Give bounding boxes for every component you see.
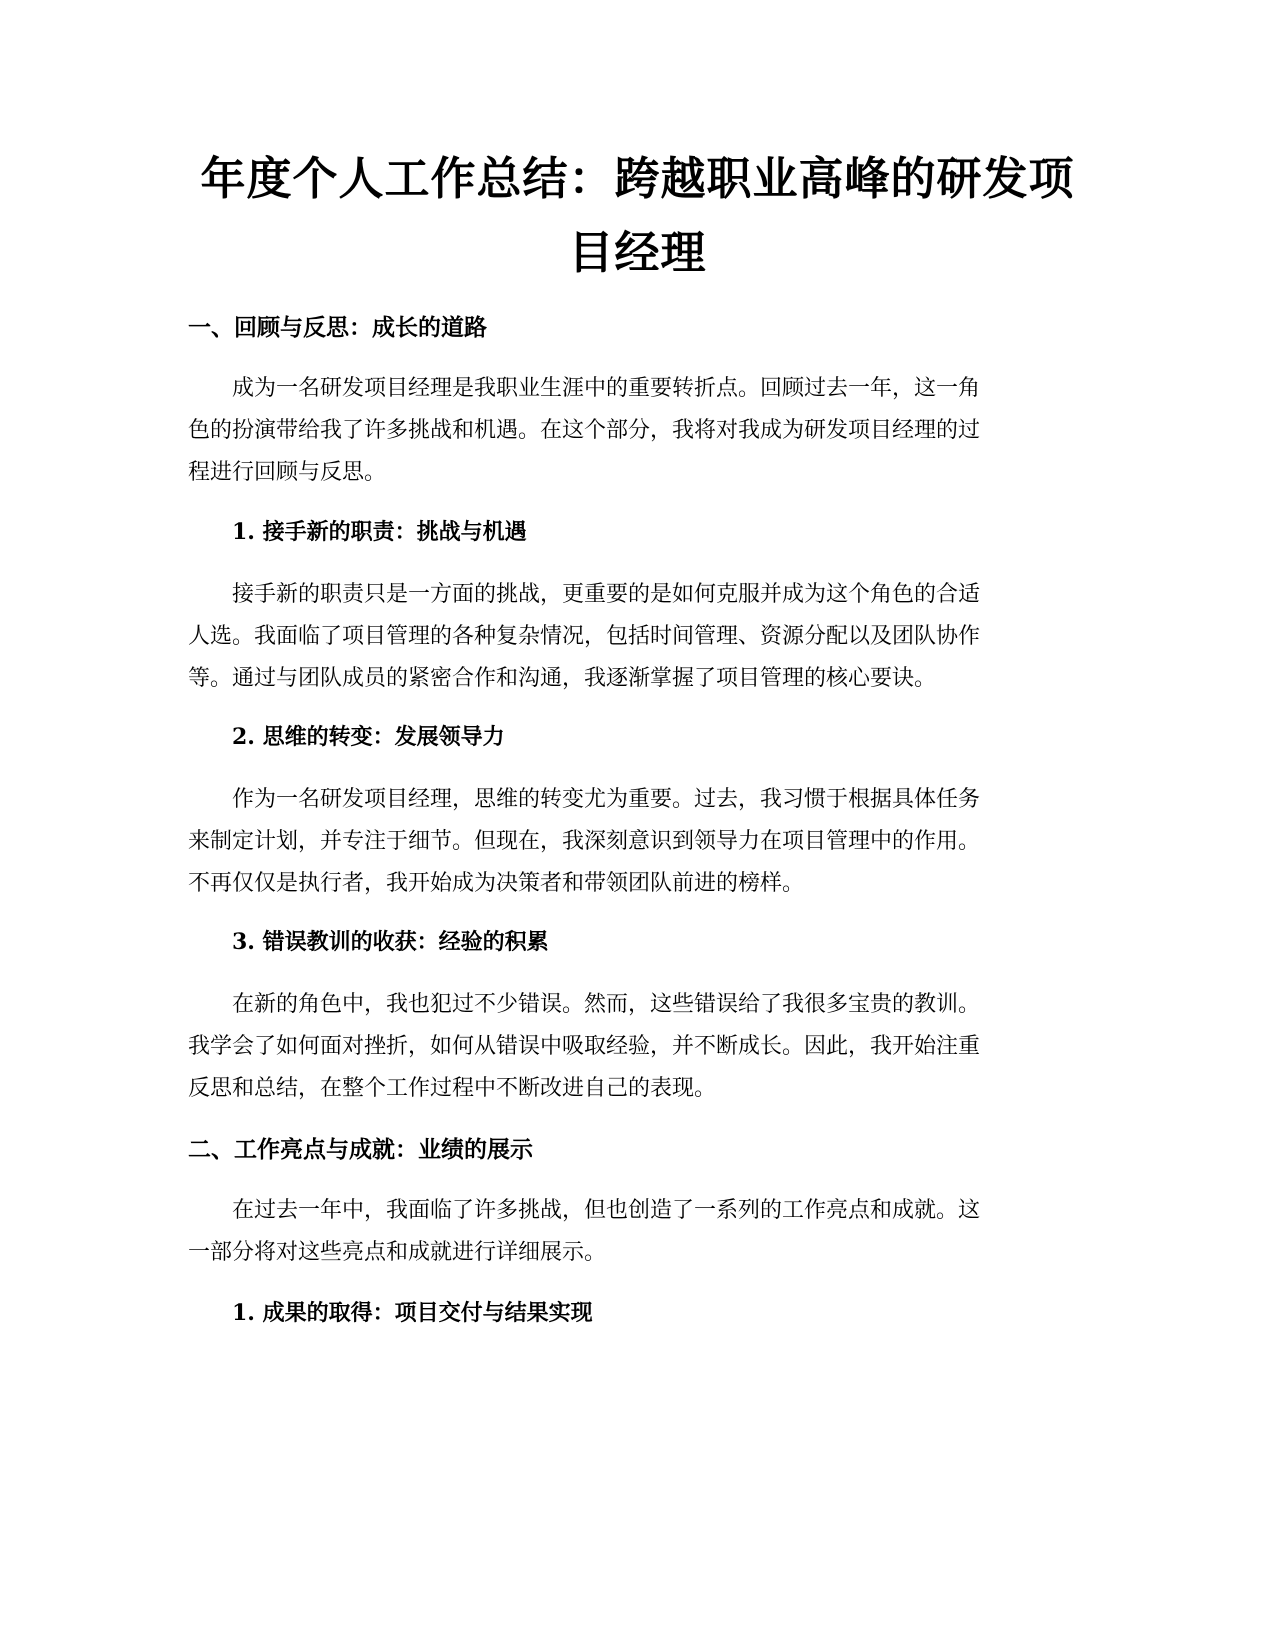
paragraph-line: 一部分将对这些亮点和成就进行详细展示。 bbox=[188, 1240, 607, 1265]
section-heading: 二、工作亮点与成就：业绩的展示 bbox=[188, 1137, 533, 1163]
subsection-paragraph bbox=[188, 984, 1088, 1110]
paragraph-line: 来制定计划，并专注于细节。但现在，我深刻意识到领导力在项目管理中的作用。 bbox=[188, 829, 981, 854]
paragraph-line: 我学会了如何面对挫折，如何从错误中吸取经验，并不断成长。因此，我开始注重 bbox=[188, 1034, 981, 1059]
subsection-paragraph bbox=[188, 779, 1088, 905]
subsection-heading: 3. 错误教训的收获：经验的积累 bbox=[232, 929, 549, 955]
section-heading: 一、回顾与反思：成长的道路 bbox=[188, 315, 487, 341]
section-intro-paragraph bbox=[188, 368, 1088, 494]
paragraph-line: 成为一名研发项目经理是我职业生涯中的重要转折点。回顾过去一年，这一角 bbox=[232, 376, 981, 401]
subsection-paragraph bbox=[188, 574, 1088, 700]
paragraph-line: 在新的角色中，我也犯过不少错误。然而，这些错误给了我很多宝贵的教训。 bbox=[232, 992, 981, 1017]
paragraph-line: 作为一名研发项目经理，思维的转变尤为重要。过去，我习惯于根据具体任务 bbox=[232, 787, 981, 812]
paragraph-line: 程进行回顾与反思。 bbox=[188, 460, 387, 485]
paragraph-line: 反思和总结，在整个工作过程中不断改进自己的表现。 bbox=[188, 1076, 717, 1101]
paragraph-line: 在过去一年中，我面临了许多挑战，但也创造了一系列的工作亮点和成就。这 bbox=[232, 1198, 981, 1223]
subsection-heading: 1. 成果的取得：项目交付与结果实现 bbox=[232, 1300, 593, 1326]
paragraph-line: 人选。我面临了项目管理的各种复杂情况，包括时间管理、资源分配以及团队协作 bbox=[188, 624, 981, 649]
document-title-line: 目经理 bbox=[568, 226, 707, 279]
section-intro-paragraph bbox=[188, 1190, 1088, 1274]
paragraph-line: 等。通过与团队成员的紧密合作和沟通，我逐渐掌握了项目管理的核心要诀。 bbox=[188, 666, 937, 691]
subsection-heading: 2. 思维的转变：发展领导力 bbox=[232, 724, 505, 750]
paragraph-line: 不再仅仅是执行者，我开始成为决策者和带领团队前进的榜样。 bbox=[188, 871, 805, 896]
document-title bbox=[180, 142, 1095, 290]
paragraph-line: 接手新的职责只是一方面的挑战，更重要的是如何克服并成为这个角色的合适 bbox=[232, 582, 981, 607]
document-title-line: 年度个人工作总结：跨越职业高峰的研发项 bbox=[200, 152, 1075, 205]
subsection-heading: 1. 接手新的职责：挑战与机遇 bbox=[232, 519, 527, 545]
paragraph-line: 色的扮演带给我了许多挑战和机遇。在这个部分，我将对我成为研发项目经理的过 bbox=[188, 418, 981, 443]
